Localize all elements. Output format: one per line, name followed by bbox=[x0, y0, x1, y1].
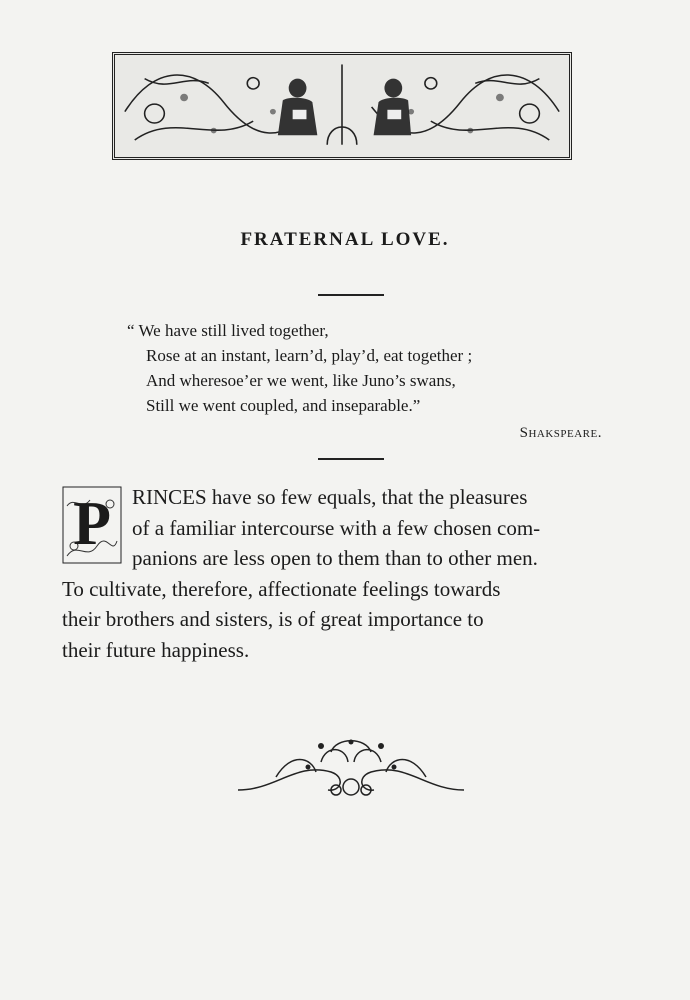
epigraph-line: Rose at an instant, learn’d, play’d, eat together ; bbox=[146, 346, 473, 365]
body-line: panions are less open to them than to other men. bbox=[132, 546, 538, 570]
epigraph-line: “ We have still lived together, bbox=[127, 321, 329, 340]
body-line: of a familiar intercourse with a few chosen com- bbox=[132, 515, 541, 540]
epigraph-line: And wheresoe’er we went, like Juno’s swans, bbox=[146, 371, 456, 390]
epigraph bbox=[127, 318, 610, 418]
tailpiece-ornament bbox=[236, 732, 466, 802]
drop-cap-letter: P bbox=[73, 490, 111, 558]
title-rule bbox=[318, 294, 384, 296]
body-line: their future happiness. bbox=[62, 637, 250, 662]
epigraph-line: Still we went coupled, and inseparable.” bbox=[146, 396, 421, 415]
body-paragraph bbox=[62, 482, 642, 665]
epigraph-rule bbox=[318, 458, 384, 460]
body-line: their brothers and sisters, is of great importance to bbox=[62, 607, 484, 631]
epigraph-attribution: Shakspeare. bbox=[519, 425, 602, 441]
body-line: RINCES have so few equals, that the pleasures bbox=[132, 485, 528, 509]
chapter-title: FRATERNAL LOVE. bbox=[240, 229, 450, 250]
body-line: To cultivate, therefore, affectionate feelings towards bbox=[62, 576, 501, 601]
headpiece-engraving bbox=[112, 52, 572, 160]
